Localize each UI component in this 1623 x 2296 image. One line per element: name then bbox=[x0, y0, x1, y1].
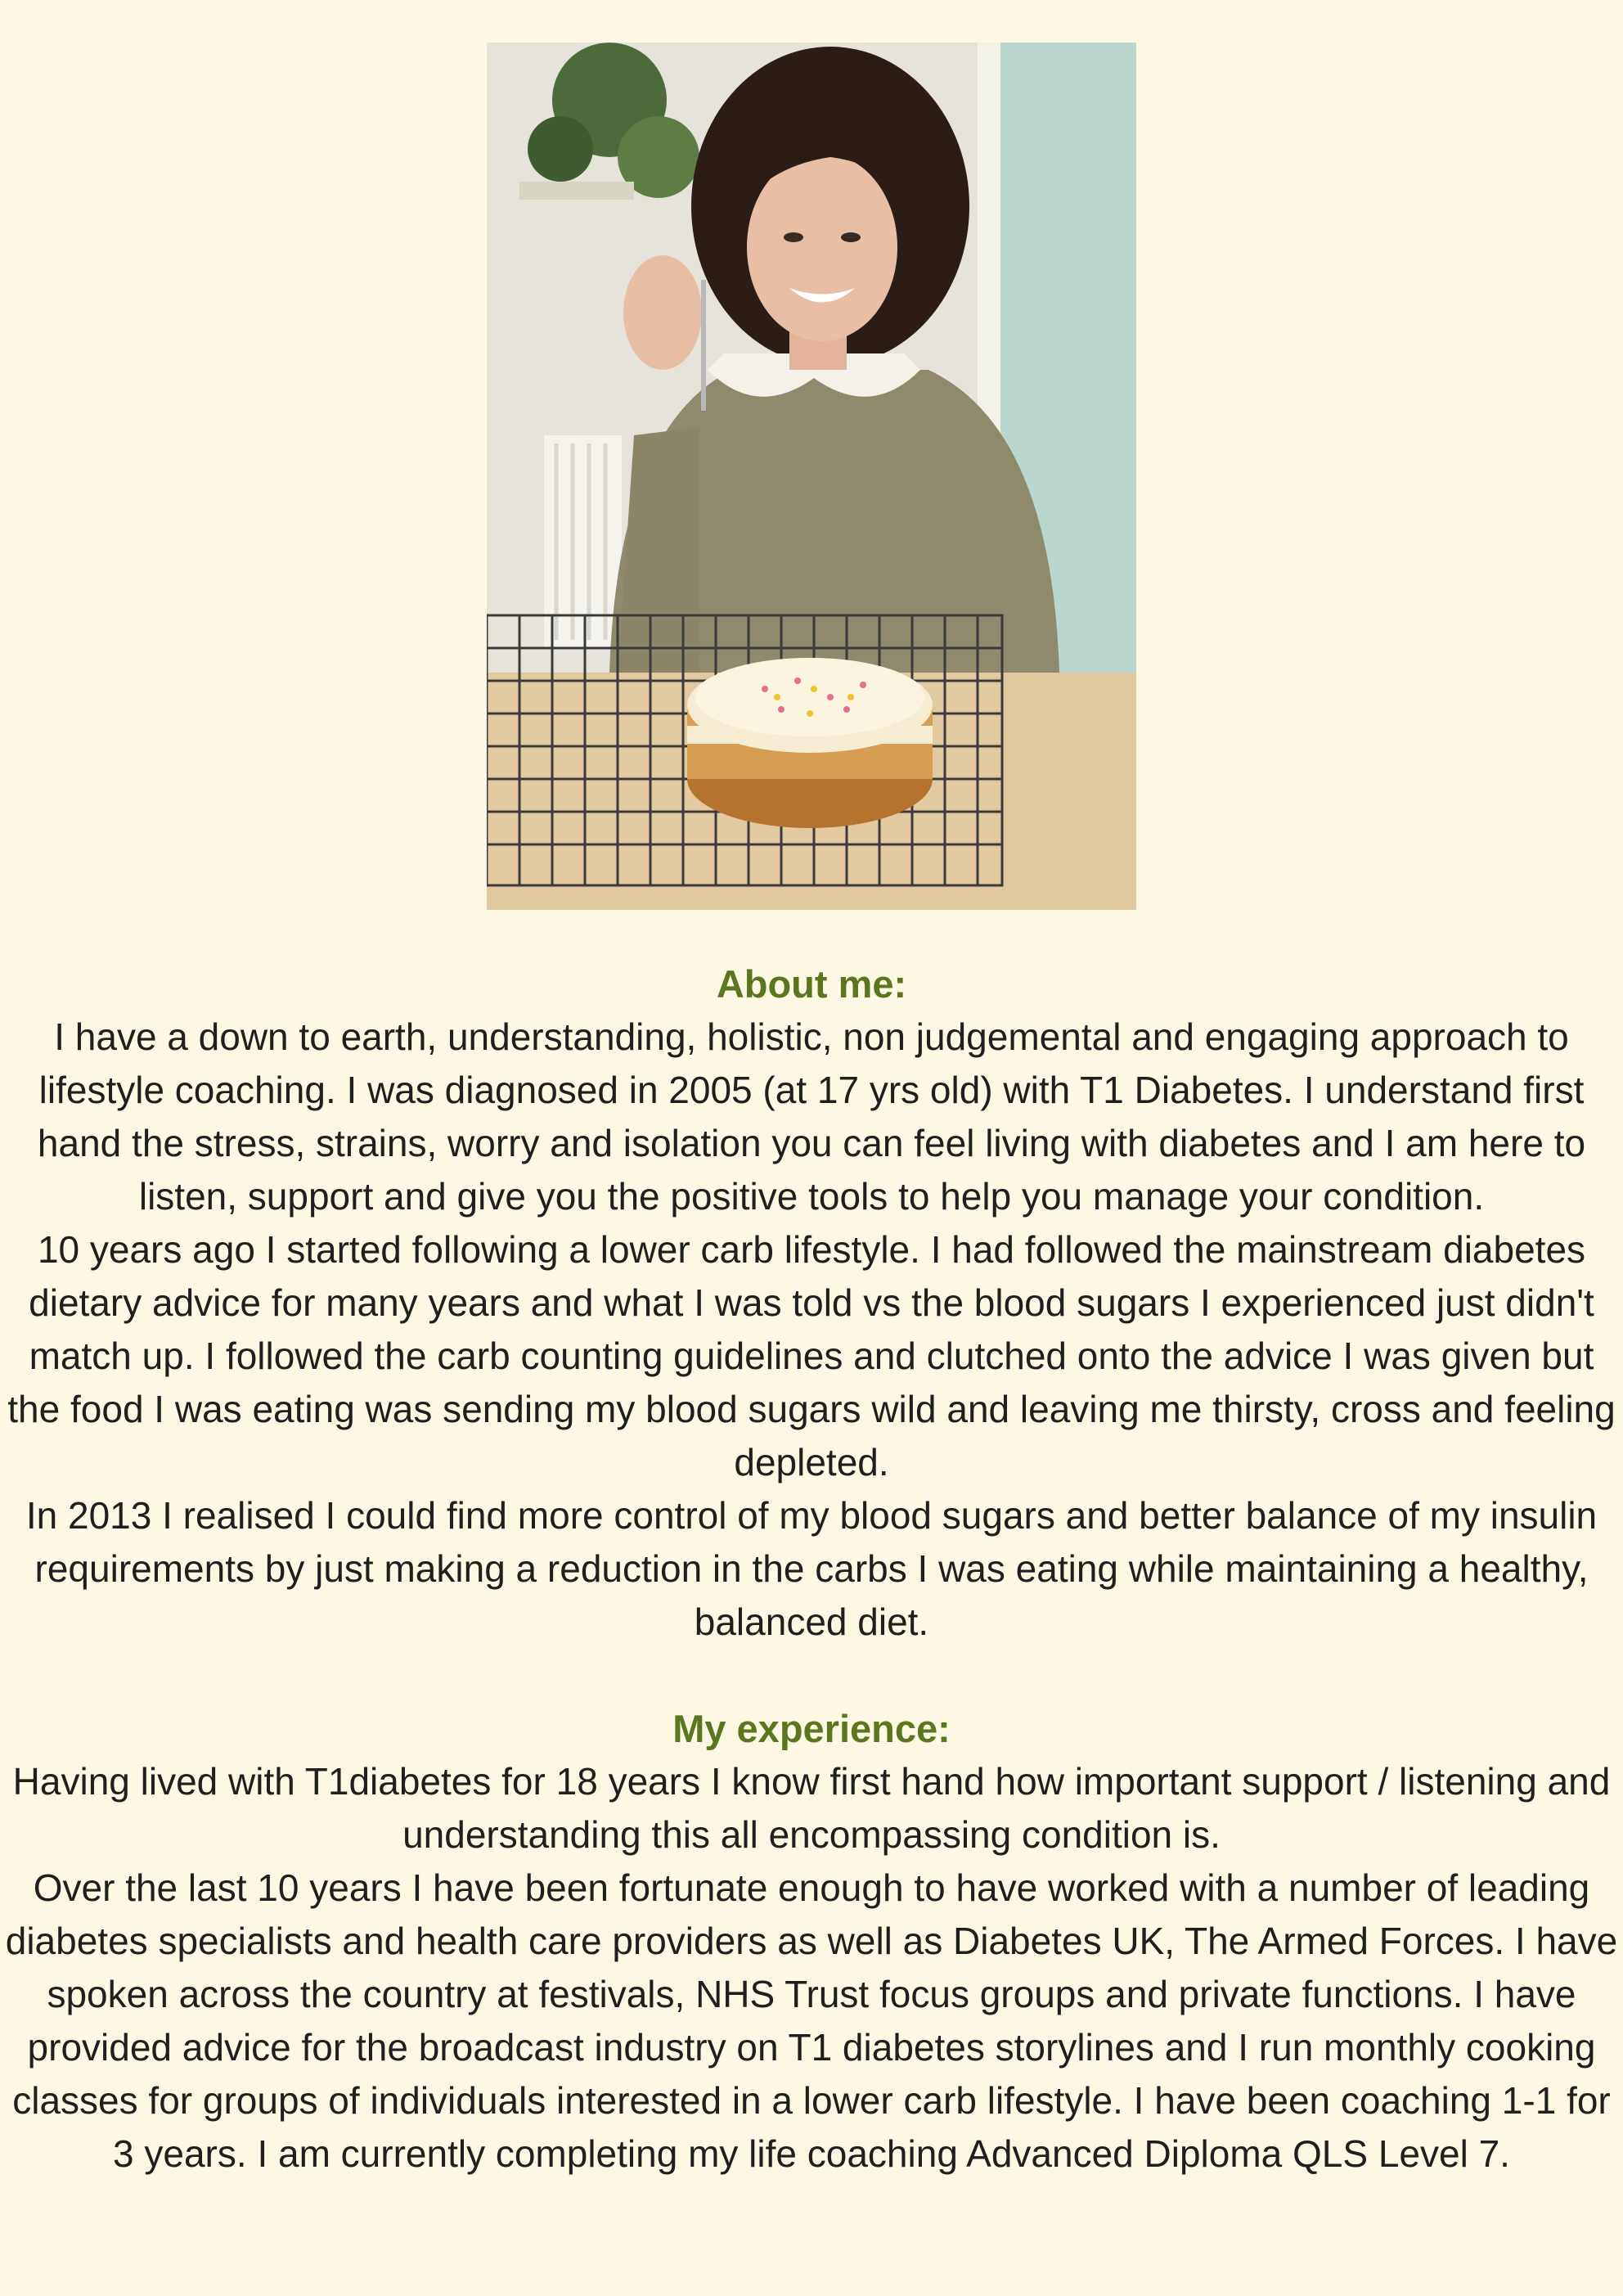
about-heading: About me: bbox=[716, 962, 907, 1006]
profile-photo bbox=[487, 43, 1136, 910]
text-content bbox=[0, 957, 1623, 2181]
experience-heading: My experience: bbox=[672, 1707, 951, 1750]
about-paragraph-2: 10 years ago I started following a lower carb lifestyle. I had followed the mainstream diabetes dietary advice for many years and what I was told vs the blood sugars I experienced just didn't match up. I followed the carb counting guidelines and clutched onto the advice I was given but the food I was eating was sending my blood sugars wild and leaving me thirsty, cross and feeling depleted. bbox=[7, 1228, 1616, 1483]
section-spacer bbox=[0, 1649, 1623, 1702]
about-paragraph-1: I have a down to earth, understanding, holistic, non judgemental and engaging approach to lifestyle coaching. I was diagnosed in 2005 (at 17 yrs old) with T1 Diabetes. I understand first hand the stress, strains, worry and isolation you can feel living with diabetes and I am here to listen, support and give you the positive tools to help you manage your condition. bbox=[37, 1015, 1586, 1218]
about-paragraph-3: In 2013 I realised I could find more control of my blood sugars and better balance of my insulin requirements by just making a reduction in the carbs I was eating while maintaining a healthy, balanced diet. bbox=[25, 1494, 1598, 1643]
portrait-photo-icon bbox=[487, 43, 1136, 910]
experience-paragraph-2: Over the last 10 years I have been fortunate enough to have worked with a number of leading diabetes specialists and health care providers as well as Diabetes UK, The Armed Forces. I have spoken across the country at festivals, NHS Trust focus groups and private functions. I have provided advice for the broadcast industry on T1 diabetes storylines and I run monthly cooking classes for groups of individuals interested in a lower carb lifestyle. I have been coaching 1-1 for 3 years. I am currently completing my life coaching Advanced Diploma QLS Level 7. bbox=[5, 1866, 1618, 2175]
experience-paragraph-1: Having lived with T1diabetes for 18 years I know first hand how important support / listening and understanding this all encompassing condition is. bbox=[12, 1760, 1611, 1856]
